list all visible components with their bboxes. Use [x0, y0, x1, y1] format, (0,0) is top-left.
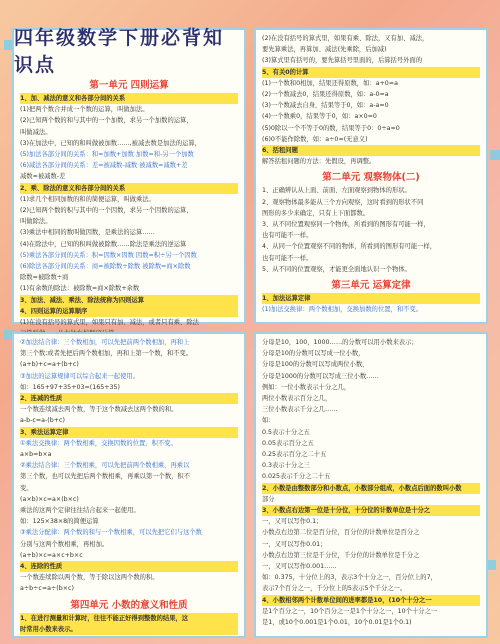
panel-bottom-right [254, 332, 488, 638]
text-line: 一个数连续除以两个数，等于除以这两个数的积。 [20, 574, 159, 582]
text-line: 如：0.375，十分位上的3，表示3个十分之一，百分位上的7， [262, 574, 437, 582]
text-line: (a+b)×c=a×c+b×c [20, 551, 83, 559]
text-line: 部分 [262, 495, 275, 503]
text-line: 如： [262, 417, 275, 425]
page-title: 四年级数学下册必背知识点 [14, 27, 225, 76]
panel-body [14, 72, 244, 342]
decor-square [490, 150, 500, 160]
text-line: (1)求几个相同加数的和的简便运算，叫做乘法。 [20, 195, 155, 203]
text-line: 0.25表示百分之二十五 [262, 451, 327, 459]
text-line: ②加法结合律：三个数相加，可以先把前两个数相加，再和上 [20, 339, 190, 346]
text-line: (4)一个数乘0，结果等于0，如：a×0=0 [262, 113, 377, 121]
text-line: 分母是100的分数可以写成两位小数， [262, 361, 369, 369]
text-line: (2)已知两个数的积与其中的一个因数，求另一个因数的运算， [20, 207, 193, 215]
text-line: 3、从不同位置观察同一个物体，所看到的图形有可能一样， [262, 221, 430, 229]
text-line: 叫做减法。 [20, 128, 52, 136]
text-line: 5、从不同的位置观察，才能更全面地认识一个物体。 [262, 265, 411, 273]
text-line: 2、观察物体最多能从三个方向观察，这时看到的形状不同 [262, 198, 424, 206]
text-line: 第三个数，也可以先把后两个数相乘，再乘以第一个数，积不 [20, 473, 191, 481]
text-line: 也有可能不一样。 [262, 232, 313, 240]
text-line: 4、连除的性质 [20, 561, 238, 572]
text-line: 小数点右边第三位是千分位，千分位的计数单位是千分之 [262, 551, 420, 559]
text-line: (1)一个数和0相加，结果还得原数，如：a+0=a [262, 79, 398, 87]
text-line: ①乘法交换律：两个数相乘，交换因数的位置，积不变。 [20, 439, 177, 447]
panel-body [256, 30, 486, 318]
text-line: ③加法的运算规律可以综合起来一起使用。 [20, 372, 139, 380]
text-line: 4、从同一个位置观察不同的物体，所看到的图形有可能一样， [262, 243, 437, 251]
text-line: 小数点右边第二位是百分位，百分位的计数单位是百分之 [262, 529, 420, 537]
text-line: 3、乘法运算定律 [20, 427, 238, 438]
text-line: 3、小数点右边第一位是十分位，十分位的计数单位是十分之 [262, 505, 480, 516]
text-line: 分母是10，100，1000……的分数可以用小数来表示； [262, 339, 418, 346]
text-line: 分母是1000的分数可以写成三位小数…… [262, 372, 379, 380]
text-line: ③乘法分配律：两个数的和与一个数相乘，可以先把它们与这个数 [20, 529, 202, 537]
text-line: a×b=b×a [20, 451, 52, 459]
text-line: 2、连减的性质 [20, 393, 238, 404]
text-line: 分母是10的分数可以写成一位小数， [262, 350, 365, 358]
panel-body [256, 334, 486, 631]
panel-top-right [254, 28, 488, 324]
text-line: 除数=被除数÷商 [20, 274, 69, 282]
panel-bottom-left [12, 332, 246, 638]
text-line: 0.5表示十分之五 [262, 428, 310, 436]
text-line: 分别与这两个数相乘，再相加。 [20, 540, 109, 548]
text-line: 叫做除法。 [20, 218, 52, 226]
text-line: (5)乘法各部分间的关系：积=因数×因数 因数=积÷另一个因数 [20, 251, 197, 259]
text-line: (3)算式里有括号的，要先算括号里面的，后算括号外面的 [262, 57, 423, 65]
text-line: 0.3表示十分之三 [262, 462, 310, 470]
panel-body [14, 334, 244, 638]
text-line: (6)除法各部分间的关系：商=被除数÷除数 被除数=商×除数 [20, 263, 191, 271]
text-line: 解答括租问题的方法：先假设，再调整。 [262, 158, 376, 166]
text-line: (6)0不能作除数，如：a÷0=(无意义) [262, 135, 368, 143]
text-line: (3)在加法中，已知的和叫做被加数……,被减去数是加法的运算， [20, 139, 201, 147]
text-line: a÷b÷c=a÷(b×c) [20, 585, 74, 593]
text-line: 2、小数是由整数部分和小数点，小数部分组成，小数点后面的数叫小数 [262, 483, 480, 494]
text-line: 1、在进行测量和计算时，往往不能正好得到整数的结果，这 [20, 613, 238, 624]
text-line: (a×b)×c=a×(b×c) [20, 495, 79, 503]
text-line: 一个数连续减去两个数，等于这个数减去这两个数的和。 [20, 406, 178, 414]
text-line: 两位小数表示百分之几， [262, 395, 332, 403]
text-line: 2、乘、除法的意义和各部分间的关系 [20, 183, 238, 194]
text-line: 一，又可以写作0.001…… [262, 563, 337, 571]
text-line: (5)0除以一个不等于0的数，结果等于0：0÷a=0 [262, 124, 400, 132]
section-title: 第二单元 观察物体(二) [322, 172, 420, 184]
text-line: 乘法的这两个定律往往结合起来一起使用。 [20, 507, 140, 515]
text-line: (2)已知两个数的和与其中的一个加数，求另一个加数的运算， [20, 117, 193, 125]
text-line: 0.025表示千分之二十五 [262, 473, 331, 481]
text-line: (1)在没有括号的算式里，如果只有加、减法，或者只有乘、除法 [20, 319, 199, 327]
text-line: (5)加法各部分间的关系：和=加数+加数 加数=和-另一个加数 [20, 151, 194, 159]
text-line: 是1，或10个0.001是1个0.01，10个0.01是1个0.1) [262, 619, 412, 627]
text-line: (a+b)+c=a+(b+c) [20, 361, 79, 369]
text-line: 4、四则运算的运算顺序 [20, 306, 238, 317]
section-title: 第三单元 运算定律 [331, 280, 411, 292]
text-line: (1)加法交换律：两个数相加，交换加数的位置，和不变。 [262, 306, 423, 314]
text-line: 1、正确辨认从上面、前面、左面观察到物体的形状。 [262, 187, 411, 195]
text-line: 例如：一位小数表示十分之几， [262, 383, 351, 391]
text-line: (3)乘法中相同的数叫做因数，是乘法的运算…… [20, 229, 155, 237]
text-line: 如：165+97+35+03=(165+35) [20, 383, 120, 391]
text-line: 要先算乘法，再算加、减法(先乘除，后加减) [262, 46, 387, 54]
text-line: (3)一个数减去自身，结果等于0，如：a-a=0 [262, 102, 389, 110]
text-line: 第三个数;或者先把后两个数相加，再和上第一个数，和不变。 [20, 350, 193, 358]
text-line: 0.05表示百分之五 [262, 439, 314, 447]
text-line: a-b-c=a-(b+c) [20, 417, 65, 425]
text-line: 3、加法、减法、乘法、除法统称为四则运算 [20, 295, 238, 306]
text-line: 也有可能不一样。 [262, 254, 313, 262]
text-line: 1、加、减法的意义和各部分间的关系 [20, 93, 238, 104]
text-line: 1、加法运算定律 [262, 293, 480, 304]
text-line: 一，又可以写作0.01； [262, 540, 327, 548]
section-title: 第四单元 小数的意义和性质 [70, 599, 188, 611]
text-line: (1)把两个数合并成一个数的运算，叫做加法。 [20, 106, 149, 114]
text-line: 变。 [20, 484, 33, 492]
text-line: ②乘法结合律：三个数相乘，可以先把前两个数相乘，再乘以 [20, 462, 190, 470]
text-line: 三位小数表示千分之几…… [262, 406, 338, 414]
text-line: 表示7个百分之一，千分位上的5表示5个千分之一。 [262, 585, 407, 593]
text-line: (2)一个数减去0，结果还得原数，如：a-0=a [262, 91, 389, 99]
text-line: 是1个百分之一，10个百分之一是1个十分之一，10个十分之一 [262, 607, 438, 615]
section-title: 第一单元 四则运算 [89, 80, 169, 91]
text-line: 6、括租问题 [262, 145, 480, 156]
text-line: 一，又可以写作0.1； [262, 518, 323, 526]
text-line: 如：125×38×8的简便运算 [20, 518, 99, 526]
text-line: 时常用小数来表示。 [20, 624, 238, 635]
text-line: (1)有余数的除法：被除数=商×除数+余数 [20, 285, 140, 293]
text-line: 图形的多少来确定，只有上下面都数。 [262, 209, 370, 217]
text-line: (4)在除法中，已知的积叫做被除数……除法是乘法的逆运算 [20, 240, 187, 248]
text-line: 减数=被减数-差 [20, 173, 66, 181]
text-line: 5、有关0的计算 [262, 67, 480, 78]
text-line: (6)减法各部分间的关系：差=被减数-减数 被减数=减数+差 [20, 162, 188, 170]
text-line: 4、小数相邻两个计数单位间的进率都是10，(10个十分之一 [262, 595, 480, 606]
text-line: (2)在没有括号的算式里，如果有乘、除法，又有加、减法， [262, 35, 429, 42]
